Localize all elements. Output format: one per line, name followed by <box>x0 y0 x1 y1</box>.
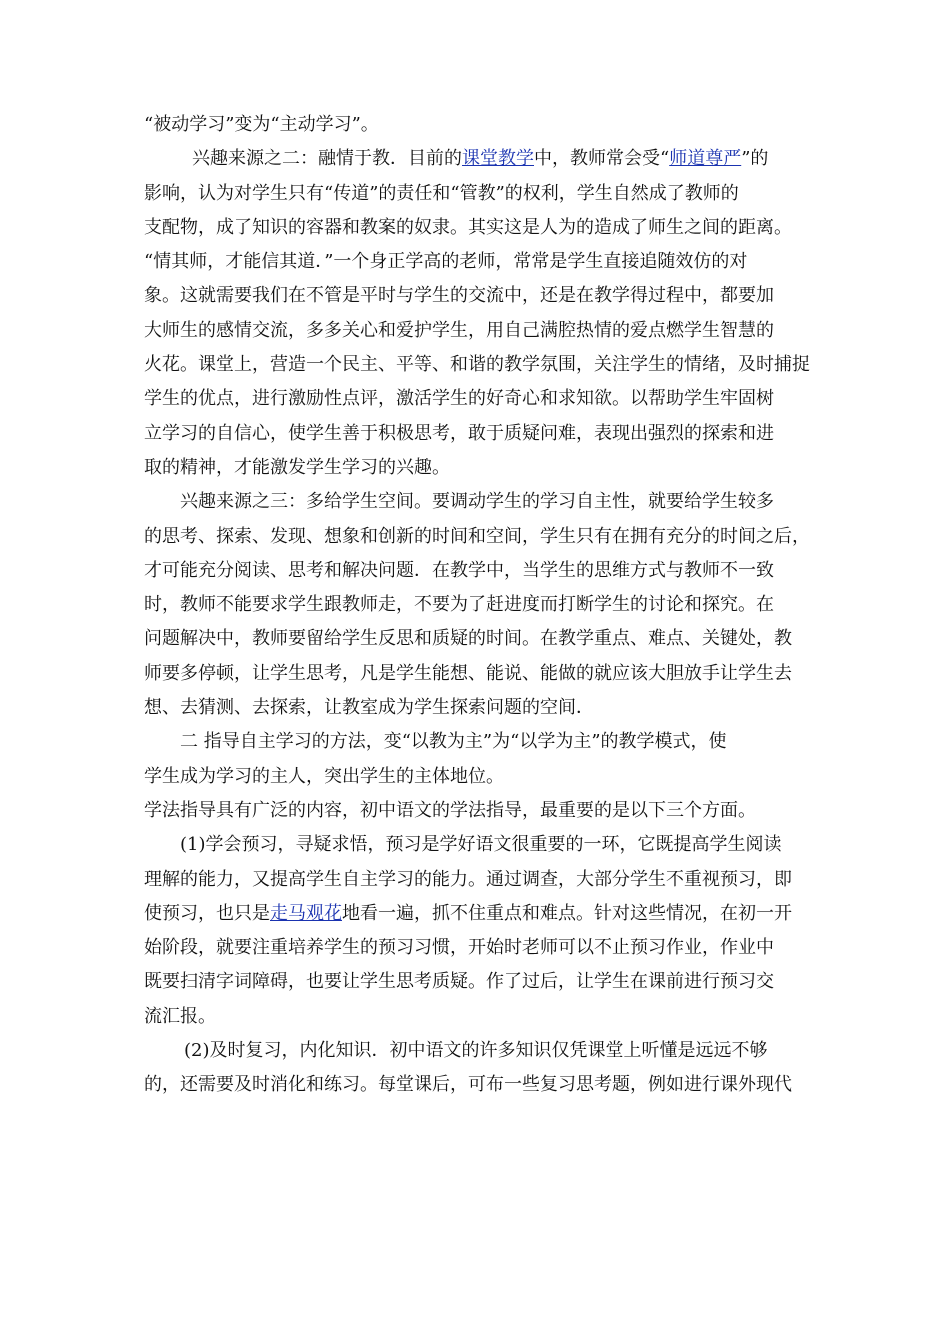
text-line: 学生的优点，进行激励性点评，激活学生的好奇心和求知欲。以帮助学生牢固树 <box>144 388 774 410</box>
text-line: 影响，认为对学生只有“传道”的责任和“管教”的权利，学生自然成了教师的 <box>144 182 739 204</box>
paragraph-interest-source-2 <box>144 142 816 176</box>
link-teacher-dignity[interactable]: 师道尊严 <box>669 148 742 170</box>
text-line: 的，还需要及时消化和练习。每堂课后，可布一些复习思考题，例如进行课外现代 <box>144 1074 792 1096</box>
section-heading-2: 二 指导自主学习的方法，变“以教为主”为“以学为主”的教学模式，使 <box>180 731 727 753</box>
link-classroom-teaching[interactable]: 课堂教学 <box>462 148 534 170</box>
text-line: “情其师，才能信其道．”一个身正学高的老师，常常是学生直接追随效仿的对 <box>144 251 748 273</box>
text-line: 立学习的自信心，使学生善于积极思考，敢于质疑问难，表现出强烈的探索和进 <box>144 422 774 444</box>
text-line: 流汇报。 <box>144 1005 216 1027</box>
text-line: 既要扫清字词障碍，也要让学生思考质疑。作了过后，让学生在课前进行预习交 <box>144 971 774 993</box>
text-line: 学法指导具有广泛的内容，初中语文的学法指导，最重要的是以下三个方面。 <box>144 799 756 821</box>
text-line: 问题解决中，教师要留给学生反思和质疑的时间。在教学重点、难点、关键处，教 <box>144 628 792 650</box>
paragraph-interest-source-3: 兴趣来源之三：多给学生空间。要调动学生的学习自主性，就要给学生较多 <box>180 491 774 513</box>
text-line: 学生成为学习的主人，突出学生的主体地位。 <box>144 765 504 787</box>
text-segment: 中，教师常会受“ <box>534 148 670 170</box>
text-segment: ”的 <box>741 148 769 170</box>
text-line: 始阶段，就要注重培养学生的预习习惯，开始时老师可以不止预习作业，作业中 <box>144 937 774 959</box>
text-line: 时，教师不能要求学生跟教师走，不要为了赶进度而打断学生的讨论和探究。在 <box>144 594 774 616</box>
text-line-with-link <box>144 897 816 931</box>
text-line: 的思考、探索、发现、想象和创新的时间和空间，学生只有在拥有充分的时间之后， <box>144 525 810 547</box>
text-line: 师要多停顿，让学生思考，凡是学生能想、能说、能做的就应该大胆放手让学生去 <box>144 662 792 684</box>
document-page <box>144 108 816 1103</box>
text-segment: 兴趣来源之二：融情于教．目前的 <box>192 148 462 170</box>
text-line: 想、去猜测、去探索，让教室成为学生探索问题的空间． <box>144 697 594 719</box>
text-segment: 使预习，也只是 <box>144 902 270 924</box>
text-line: 火花。课堂上，营造一个民主、平等、和谐的教学氛围，关注学生的情绪，及时捕捉 <box>144 354 810 376</box>
text-line: 象。这就需要我们在不管是平时与学生的交流中，还是在教学得过程中，都要加 <box>144 285 774 307</box>
paragraph-review: (2)及时复习，内化知识．初中语文的许多知识仅凭课堂上听懂是远远不够 <box>184 1040 768 1062</box>
text-line: 才可能充分阅读、思考和解决问题．在教学中，当学生的思维方式与教师不一致 <box>144 559 774 581</box>
text-line: 大师生的感情交流，多多关心和爱护学生，用自己满腔热情的爱点燃学生智慧的 <box>144 319 774 341</box>
text-line: 取的精神，才能激发学生学习的兴趣。 <box>144 456 450 478</box>
text-line: 理解的能力，又提高学生自主学习的能力。通过调查，大部分学生不重视预习，即 <box>144 868 792 890</box>
text-line: “被动学习”变为“主动学习”。 <box>144 114 379 135</box>
text-segment: 地看一遍，抓不住重点和难点。针对这些情况，在初一开 <box>342 902 792 924</box>
paragraph-preview: (1)学会预习，寻疑求悟，预习是学好语文很重要的一环，它既提高学生阅读 <box>180 834 782 856</box>
text-line: 支配物，成了知识的容器和教案的奴隶。其实这是人为的造成了师生之间的距离。 <box>144 216 792 238</box>
link-zou-ma-guan-hua[interactable]: 走马观花 <box>270 902 342 924</box>
